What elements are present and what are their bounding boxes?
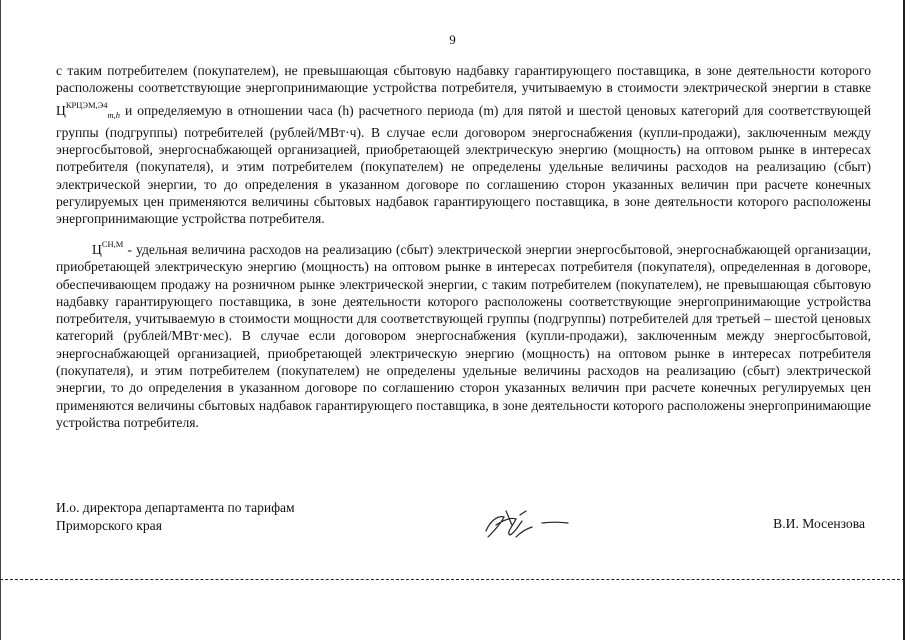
handwritten-signature [476,497,576,547]
page-number: 9 [449,32,456,47]
signer-title-line1: И.о. директора департамента по тарифам [56,500,295,515]
scan-edge-left [0,0,1,640]
price-symbol-snm: $Ц^{СН,М}$ [92,239,124,257]
paragraph-1-part1: с таким потребителем (покупателем), не превышающая сбытовую надбавку гарантирующего поставщика, в зоне деятельности которого расположены соответствующие энергопринимающие устройства потребителя, учитываемую в стоимости электрической энергии в ставке [56,63,871,96]
paragraph-1-part2: и определяемую в отношении часа (h) расчетного периода (m) для пятой и шестой ценовых категорий для соответствующей группы (подгруппы) потребителей (рублей/МВт·ч). В случае если договором энергоснабжения (купли-продажи), заключенным между энергосбытовой, энергоснабжающей организацией, приобретающей электрическую энергию (мощность) на оптовом рынке в интересах потребителя (покупателя), и этим потребителем (покупателем) не определены удельные величины расходов на реализацию (сбыт) электрической энергии, то до определения в указанном договоре по соглашению сторон указанных величин при расчете конечных регулируемых цен применяются величины сбытовых надбавок гарантирующего поставщика, в зоне деятельности которого расположены энергопринимающие устройства потребителя. [56,102,871,227]
paragraph-2 [56,236,871,431]
price-symbol-krcem: $Ц^{КРЦЭМ,Э4}_{m,h}$ [56,99,121,120]
paragraph-2-text: - удельная величина расходов на реализацию (сбыт) электрической энергии энергосбытовой, энергоснабжающей организации, приобретающей электрическую энергию (мощность) на оптовом рынке в интересах потребителя (покупателя), определенная в договоре, обеспечивающем продажу на розничном рынке электрической энергии, с таким потребителем (покупателем), не превышающая сбытовую надбавку гарантирующего поставщика, в зоне деятельности которого расположены соответствующие энергопринимающие устройства потребителя, учитываемую в стоимости мощности для соответствующей группы (подгруппы) потребителей для третьей – шестой ценовых категорий (рублей/МВт·мес). В случае если договором энергоснабжения (купли-продажи), заключенным между энергосбытовой, энергоснабжающей организацией, приобретающей электрическую энергию (мощность) на оптовом рынке в интересах потребителя (покупателя), и этим потребителем (покупателем) не определены удельные величины расходов на реализацию (сбыт) электрической энергии, то до определения в указанном договоре по соглашению сторон указанных величин при расчете конечных регулируемых цен применяются величины сбытовых надбавок гарантирующего поставщика, в зоне деятельности которого расположены энергопринимающие устройства потребителя. [56,242,871,430]
signer-title [56,499,295,534]
scan-dashed-border [0,579,905,580]
signer-name: В.И. Мосензова [773,516,865,531]
signer-title-line2: Приморского края [56,517,162,533]
paragraph-1 [56,62,871,228]
